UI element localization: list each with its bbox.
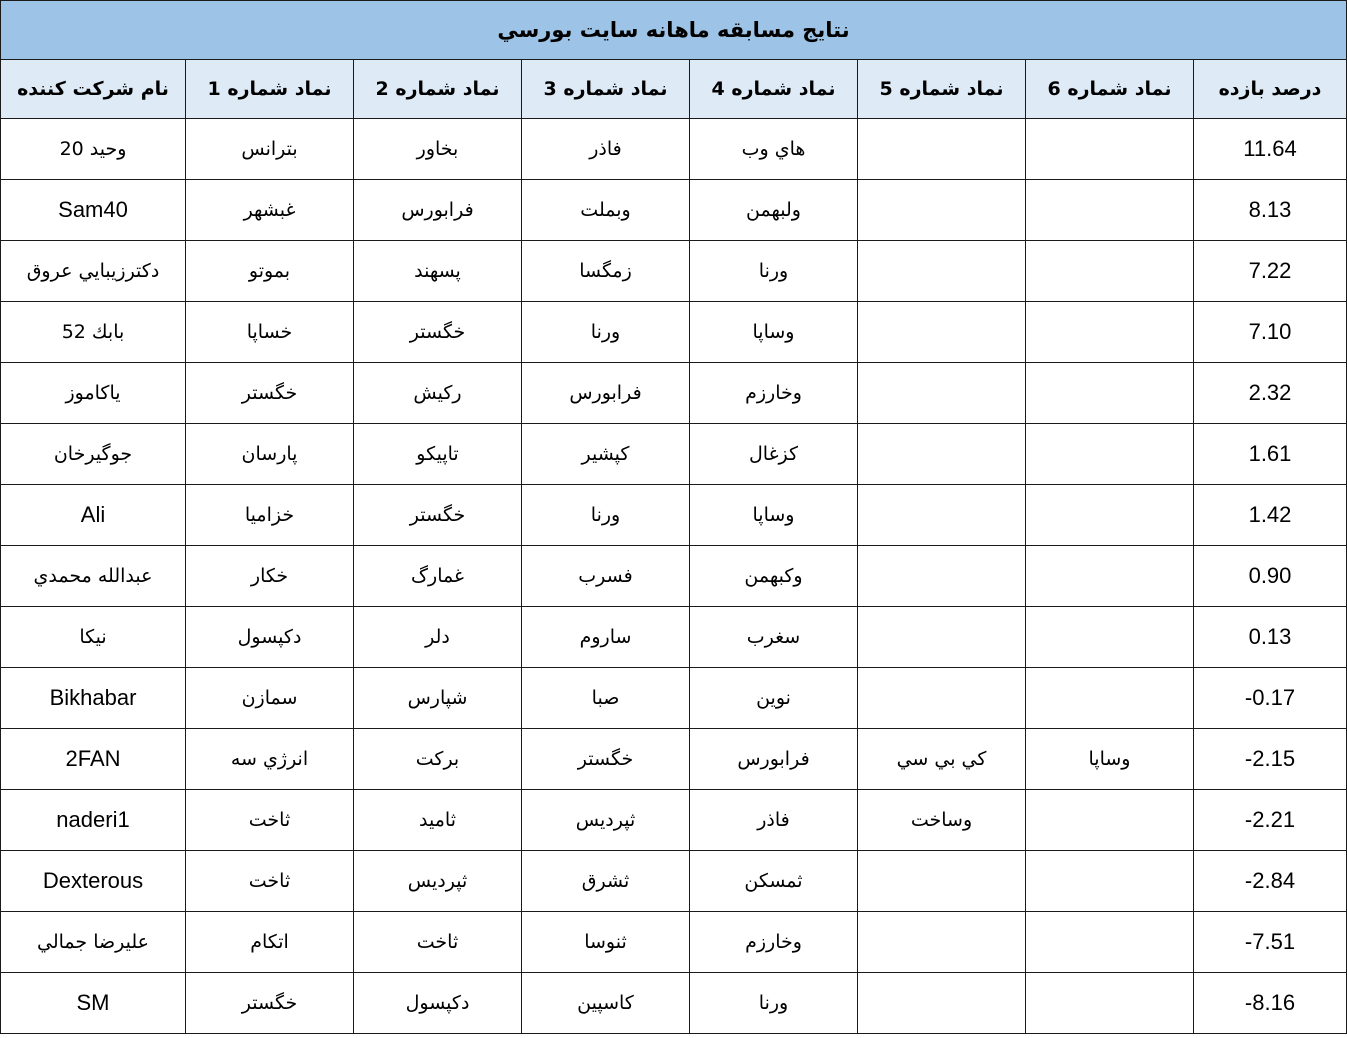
symbol-5-cell — [858, 180, 1026, 241]
header-return-percent: درصد بازده — [1194, 60, 1347, 119]
symbol-5-cell — [858, 302, 1026, 363]
participant-name: دكترزيبايي عروق — [26, 260, 160, 282]
participant-name-cell — [1, 912, 186, 973]
symbol-5-cell — [858, 241, 1026, 302]
symbol-5-cell — [858, 546, 1026, 607]
symbol-4-cell: ولبهمن — [690, 180, 858, 241]
symbol-4-cell: كزغال — [690, 424, 858, 485]
participant-name-cell — [1, 302, 186, 363]
symbol-4-cell: سغرب — [690, 607, 858, 668]
symbol-5-cell — [858, 607, 1026, 668]
symbol-1-cell: غبشهر — [186, 180, 354, 241]
participant-name: وحيد 20 — [59, 138, 127, 160]
symbol-4-cell: وساپا — [690, 302, 858, 363]
table-row — [1, 912, 1347, 973]
return-percent-cell: 7.10 — [1194, 302, 1347, 363]
symbol-6-cell — [1026, 424, 1194, 485]
symbol-6-cell — [1026, 363, 1194, 424]
participant-name-cell — [1, 119, 186, 180]
return-percent-cell: -7.51 — [1194, 912, 1347, 973]
return-percent-cell: -2.21 — [1194, 790, 1347, 851]
symbol-2-cell: ثپرديس — [354, 851, 522, 912]
table-row — [1, 119, 1347, 180]
symbol-4-cell: ورنا — [690, 241, 858, 302]
symbol-4-cell: وخارزم — [690, 363, 858, 424]
table-row — [1, 302, 1347, 363]
participant-name-cell — [1, 180, 186, 241]
symbol-2-cell: تاپيكو — [354, 424, 522, 485]
table-row — [1, 241, 1347, 302]
symbol-1-cell: خساپا — [186, 302, 354, 363]
symbol-5-cell — [858, 485, 1026, 546]
symbol-5-cell: وساخت — [858, 790, 1026, 851]
participant-name-cell — [1, 790, 186, 851]
symbol-4-cell: وساپا — [690, 485, 858, 546]
header-symbol-4: نماد شماره 4 — [690, 60, 858, 119]
header-row — [1, 60, 1347, 119]
participant-name: Bikhabar — [49, 685, 137, 710]
symbol-2-cell: دلر — [354, 607, 522, 668]
participant-name: ياكاموز — [65, 382, 121, 404]
symbol-1-cell: پارسان — [186, 424, 354, 485]
table-row — [1, 546, 1347, 607]
symbol-3-cell: ساروم — [522, 607, 690, 668]
symbol-3-cell: ثشرق — [522, 851, 690, 912]
table-row — [1, 485, 1347, 546]
participant-name: عبدالله محمدي — [33, 565, 153, 587]
participant-name-cell — [1, 668, 186, 729]
symbol-3-cell: خگستر — [522, 729, 690, 790]
table-row — [1, 790, 1347, 851]
symbol-2-cell: پسهند — [354, 241, 522, 302]
table-row — [1, 729, 1347, 790]
return-percent-cell: 0.13 — [1194, 607, 1347, 668]
symbol-1-cell: خكار — [186, 546, 354, 607]
symbol-2-cell: بخاور — [354, 119, 522, 180]
symbol-5-cell — [858, 912, 1026, 973]
symbol-4-cell: فرابورس — [690, 729, 858, 790]
symbol-1-cell: دكپسول — [186, 607, 354, 668]
symbol-4-cell: فاذر — [690, 790, 858, 851]
symbol-6-cell — [1026, 485, 1194, 546]
symbol-3-cell: فاذر — [522, 119, 690, 180]
table-row — [1, 607, 1347, 668]
symbol-1-cell: سمازن — [186, 668, 354, 729]
symbol-2-cell: ركيش — [354, 363, 522, 424]
symbol-2-cell: فرابورس — [354, 180, 522, 241]
symbol-3-cell: كپشير — [522, 424, 690, 485]
symbol-3-cell: ثپرديس — [522, 790, 690, 851]
symbol-4-cell: وخارزم — [690, 912, 858, 973]
participant-name: Ali — [80, 502, 106, 527]
table-row — [1, 668, 1347, 729]
symbol-6-cell — [1026, 790, 1194, 851]
symbol-2-cell: دكپسول — [354, 973, 522, 1034]
symbol-1-cell: انرژي سه — [186, 729, 354, 790]
participant-name: Dexterous — [42, 868, 144, 893]
symbol-5-cell: كي بي سي — [858, 729, 1026, 790]
table-row — [1, 180, 1347, 241]
return-percent-cell: 0.90 — [1194, 546, 1347, 607]
return-percent-cell: -2.84 — [1194, 851, 1347, 912]
symbol-3-cell: ورنا — [522, 485, 690, 546]
symbol-4-cell: هاي وب — [690, 119, 858, 180]
symbol-5-cell — [858, 668, 1026, 729]
symbol-3-cell: ثنوسا — [522, 912, 690, 973]
return-percent-cell: 8.13 — [1194, 180, 1347, 241]
symbol-6-cell: وساپا — [1026, 729, 1194, 790]
table-row — [1, 851, 1347, 912]
header-symbol-6: نماد شماره 6 — [1026, 60, 1194, 119]
header-symbol-2: نماد شماره 2 — [354, 60, 522, 119]
symbol-1-cell: بترانس — [186, 119, 354, 180]
symbol-5-cell — [858, 851, 1026, 912]
table-row — [1, 973, 1347, 1034]
header-participant: نام شركت كننده — [1, 60, 186, 119]
participant-name-cell — [1, 851, 186, 912]
symbol-2-cell: شپارس — [354, 668, 522, 729]
symbol-3-cell: فرابورس — [522, 363, 690, 424]
symbol-2-cell: خگستر — [354, 302, 522, 363]
participant-name-cell — [1, 607, 186, 668]
participant-name: بابك 52 — [61, 321, 125, 343]
symbol-4-cell: نوين — [690, 668, 858, 729]
symbol-6-cell — [1026, 607, 1194, 668]
participant-name-cell — [1, 241, 186, 302]
participant-name: 2FAN — [65, 746, 121, 771]
symbol-6-cell — [1026, 180, 1194, 241]
table-body — [1, 119, 1347, 1034]
participant-name-cell — [1, 546, 186, 607]
symbol-3-cell: صبا — [522, 668, 690, 729]
participant-name-cell — [1, 485, 186, 546]
symbol-5-cell — [858, 119, 1026, 180]
participant-name-cell — [1, 363, 186, 424]
symbol-3-cell: فسرب — [522, 546, 690, 607]
symbol-6-cell — [1026, 668, 1194, 729]
participant-name-cell — [1, 973, 186, 1034]
participant-name: نيكا — [79, 626, 107, 648]
participant-name: عليرضا جمالي — [37, 931, 149, 953]
symbol-6-cell — [1026, 973, 1194, 1034]
symbol-1-cell: اتكام — [186, 912, 354, 973]
symbol-1-cell: ثاخت — [186, 851, 354, 912]
table-title: نتايج مسابقه ماهانه سايت بورسي — [1, 1, 1347, 60]
symbol-1-cell: ثاخت — [186, 790, 354, 851]
table-row — [1, 363, 1347, 424]
symbol-2-cell: ثاخت — [354, 912, 522, 973]
return-percent-cell: 7.22 — [1194, 241, 1347, 302]
return-percent-cell: -2.15 — [1194, 729, 1347, 790]
symbol-1-cell: خگستر — [186, 973, 354, 1034]
return-percent-cell: 1.61 — [1194, 424, 1347, 485]
header-symbol-5: نماد شماره 5 — [858, 60, 1026, 119]
symbol-4-cell: وكبهمن — [690, 546, 858, 607]
participant-name: جوگيرخان — [53, 443, 133, 465]
return-percent-cell: 11.64 — [1194, 119, 1347, 180]
participant-name: naderi1 — [56, 807, 130, 832]
return-percent-cell: 1.42 — [1194, 485, 1347, 546]
symbol-6-cell — [1026, 546, 1194, 607]
symbol-5-cell — [858, 973, 1026, 1034]
title-row — [1, 1, 1347, 60]
symbol-5-cell — [858, 424, 1026, 485]
symbol-2-cell: غمارگ — [354, 546, 522, 607]
return-percent-cell: -8.16 — [1194, 973, 1347, 1034]
participant-name: Sam40 — [58, 197, 128, 222]
symbol-1-cell: بموتو — [186, 241, 354, 302]
participant-name: SM — [76, 990, 110, 1015]
symbol-4-cell: ورنا — [690, 973, 858, 1034]
symbol-3-cell: كاسپين — [522, 973, 690, 1034]
symbol-3-cell: وبملت — [522, 180, 690, 241]
symbol-3-cell: ورنا — [522, 302, 690, 363]
symbol-6-cell — [1026, 119, 1194, 180]
symbol-6-cell — [1026, 912, 1194, 973]
symbol-1-cell: خگستر — [186, 363, 354, 424]
symbol-1-cell: خزاميا — [186, 485, 354, 546]
symbol-6-cell — [1026, 302, 1194, 363]
symbol-3-cell: زمگسا — [522, 241, 690, 302]
participant-name-cell — [1, 729, 186, 790]
header-symbol-1: نماد شماره 1 — [186, 60, 354, 119]
symbol-5-cell — [858, 363, 1026, 424]
symbol-6-cell — [1026, 851, 1194, 912]
return-percent-cell: -0.17 — [1194, 668, 1347, 729]
symbol-4-cell: ثمسكن — [690, 851, 858, 912]
participant-name-cell — [1, 424, 186, 485]
table-row — [1, 424, 1347, 485]
return-percent-cell: 2.32 — [1194, 363, 1347, 424]
symbol-2-cell: خگستر — [354, 485, 522, 546]
header-symbol-3: نماد شماره 3 — [522, 60, 690, 119]
symbol-2-cell: ثاميد — [354, 790, 522, 851]
symbol-2-cell: بركت — [354, 729, 522, 790]
symbol-6-cell — [1026, 241, 1194, 302]
